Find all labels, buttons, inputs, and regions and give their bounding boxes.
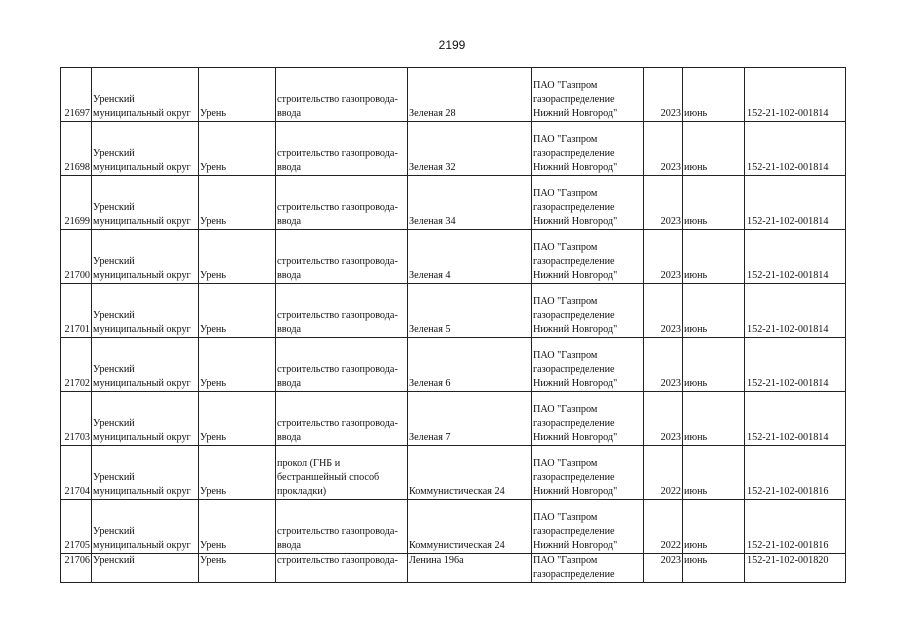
cell-org: ПАО "Газпром газораспределение Нижний Новгород" — [532, 392, 644, 446]
cell-work: строительство газопровода- — [276, 554, 408, 583]
cell-work: строительство газопровода-ввода — [276, 392, 408, 446]
table-row — [61, 554, 846, 583]
cell-month: июнь — [683, 392, 745, 446]
cell-district: Уренский — [92, 554, 199, 583]
cell-year: 2023 — [644, 230, 683, 284]
table-row — [61, 230, 846, 284]
table-row — [61, 338, 846, 392]
page-number: 2199 — [438, 38, 466, 52]
cell-work: строительство газопровода-ввода — [276, 176, 408, 230]
cell-org: ПАО "Газпром газораспределение Нижний Новгород" — [532, 284, 644, 338]
cell-work: строительство газопровода-ввода — [276, 230, 408, 284]
cell-town: Урень — [199, 68, 276, 122]
table-row — [61, 284, 846, 338]
cell-num: 21705 — [61, 500, 92, 554]
cell-org: ПАО "Газпром газораспределение Нижний Новгород" — [532, 500, 644, 554]
cell-district: Уренский муниципальный округ — [92, 122, 199, 176]
cell-town: Урень — [199, 446, 276, 500]
cell-district: Уренский муниципальный округ — [92, 176, 199, 230]
cell-year: 2023 — [644, 284, 683, 338]
cell-address: Зеленая 7 — [408, 392, 532, 446]
cell-work: строительство газопровода-ввода — [276, 68, 408, 122]
table-row — [61, 122, 846, 176]
cell-year: 2022 — [644, 500, 683, 554]
cell-num: 21701 — [61, 284, 92, 338]
table-row — [61, 392, 846, 446]
table-row — [61, 500, 846, 554]
cell-month: июнь — [683, 446, 745, 500]
cell-address: Зеленая 4 — [408, 230, 532, 284]
cell-month: июнь — [683, 230, 745, 284]
cell-town: Урень — [199, 554, 276, 583]
cell-year: 2023 — [644, 392, 683, 446]
cell-district: Уренский муниципальный округ — [92, 284, 199, 338]
cell-month: июнь — [683, 284, 745, 338]
cell-district: Уренский муниципальный округ — [92, 68, 199, 122]
cell-month: июнь — [683, 500, 745, 554]
cell-code: 152-21-102-001814 — [745, 338, 846, 392]
table-row — [61, 68, 846, 122]
cell-num: 21699 — [61, 176, 92, 230]
cell-work: прокол (ГНБ и бестраншейный способ прокладки) — [276, 446, 408, 500]
cell-num: 21700 — [61, 230, 92, 284]
cell-code: 152-21-102-001820 — [745, 554, 846, 583]
cell-org: ПАО "Газпром газораспределение Нижний Новгород" — [532, 176, 644, 230]
cell-month: июнь — [683, 176, 745, 230]
cell-code: 152-21-102-001814 — [745, 176, 846, 230]
cell-town: Урень — [199, 284, 276, 338]
cell-num: 21703 — [61, 392, 92, 446]
cell-district: Уренский муниципальный округ — [92, 230, 199, 284]
cell-org: ПАО "Газпром газораспределение — [532, 554, 644, 583]
cell-code: 152-21-102-001816 — [745, 500, 846, 554]
cell-num: 21702 — [61, 338, 92, 392]
cell-num: 21706 — [61, 554, 92, 583]
cell-work: строительство газопровода-ввода — [276, 284, 408, 338]
cell-month: июнь — [683, 338, 745, 392]
cell-district: Уренский муниципальный округ — [92, 500, 199, 554]
cell-work: строительство газопровода-ввода — [276, 122, 408, 176]
cell-town: Урень — [199, 392, 276, 446]
cell-address: Коммунистическая 24 — [408, 446, 532, 500]
cell-work: строительство газопровода-ввода — [276, 338, 408, 392]
cell-year: 2023 — [644, 338, 683, 392]
cell-address: Ленина 196а — [408, 554, 532, 583]
cell-address: Зеленая 32 — [408, 122, 532, 176]
registry-table — [60, 67, 846, 583]
cell-code: 152-21-102-001816 — [745, 446, 846, 500]
cell-address: Зеленая 5 — [408, 284, 532, 338]
cell-work: строительство газопровода-ввода — [276, 500, 408, 554]
cell-town: Урень — [199, 122, 276, 176]
cell-year: 2023 — [644, 554, 683, 583]
cell-code: 152-21-102-001814 — [745, 284, 846, 338]
cell-code: 152-21-102-001814 — [745, 68, 846, 122]
cell-town: Урень — [199, 230, 276, 284]
cell-address: Зеленая 28 — [408, 68, 532, 122]
cell-town: Урень — [199, 500, 276, 554]
cell-num: 21697 — [61, 68, 92, 122]
cell-org: ПАО "Газпром газораспределение Нижний Новгород" — [532, 446, 644, 500]
cell-year: 2023 — [644, 176, 683, 230]
table-row — [61, 446, 846, 500]
cell-org: ПАО "Газпром газораспределение Нижний Новгород" — [532, 230, 644, 284]
cell-address: Зеленая 6 — [408, 338, 532, 392]
cell-org: ПАО "Газпром газораспределение Нижний Новгород" — [532, 338, 644, 392]
cell-town: Урень — [199, 338, 276, 392]
cell-month: июнь — [683, 68, 745, 122]
cell-code: 152-21-102-001814 — [745, 122, 846, 176]
cell-year: 2023 — [644, 68, 683, 122]
cell-code: 152-21-102-001814 — [745, 392, 846, 446]
cell-year: 2023 — [644, 122, 683, 176]
cell-month: июнь — [683, 554, 745, 583]
cell-month: июнь — [683, 122, 745, 176]
cell-year: 2022 — [644, 446, 683, 500]
cell-org: ПАО "Газпром газораспределение Нижний Новгород" — [532, 122, 644, 176]
cell-num: 21698 — [61, 122, 92, 176]
cell-org: ПАО "Газпром газораспределение Нижний Новгород" — [532, 68, 644, 122]
cell-num: 21704 — [61, 446, 92, 500]
cell-district: Уренский муниципальный округ — [92, 392, 199, 446]
cell-town: Урень — [199, 176, 276, 230]
cell-code: 152-21-102-001814 — [745, 230, 846, 284]
cell-address: Зеленая 34 — [408, 176, 532, 230]
cell-address: Коммунистическая 24 — [408, 500, 532, 554]
table-row — [61, 176, 846, 230]
table-body — [61, 68, 846, 583]
cell-district: Уренский муниципальный округ — [92, 338, 199, 392]
cell-district: Уренский муниципальный округ — [92, 446, 199, 500]
